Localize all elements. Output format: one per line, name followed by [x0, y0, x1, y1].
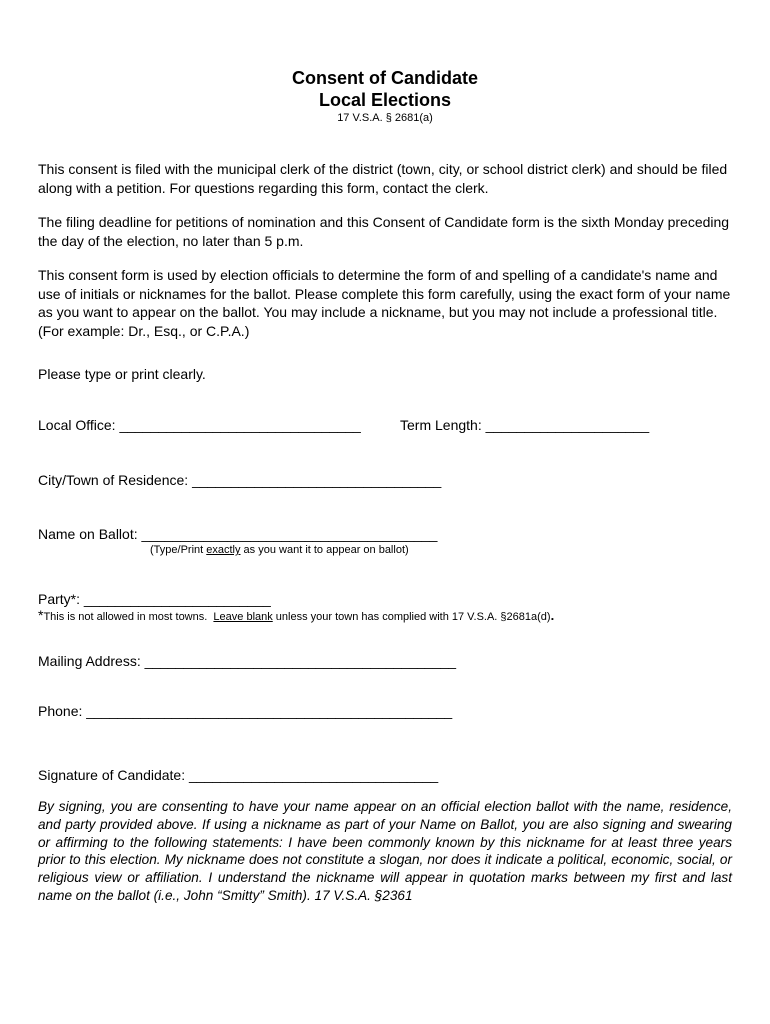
- mailing-address-label: Mailing Address:: [38, 653, 145, 669]
- signature-label: Signature of Candidate:: [38, 767, 189, 783]
- intro-paragraph-usage: This consent form is used by election officials to determine the form of and spelling of a candidate's name and use of initials or nicknames for the ballot. Please complete this form carefully, using the exact form of your name as you want to appear on the ballot. You may include a nickname, but you may not include a professional title. (For example: Dr., Esq., or C.P.A.): [38, 267, 731, 339]
- party-note-emphasis: Leave blank: [213, 611, 273, 623]
- party-note: [38, 608, 554, 625]
- phone-input-line[interactable]: _______________________________________________: [86, 703, 453, 719]
- consent-statement: By signing, you are consenting to have your name appear on an official election ballot with the name, residence, and party provided above. If using a nickname as part of your Name on Ballot, you are also signing and swearing or affirming to the following statements: I have been commonly known by this nickname for at least three years prior to this election. My nickname does not constitute a slogan, nor does it indicate a political, economic, social, or religious view or affiliation. I understand the nickname will appear in quotation marks between my first and last name on the ballot (i.e., John “Smitty” Smith). 17 V.S.A. §2361: [38, 799, 732, 903]
- party-field: [38, 590, 271, 608]
- city-town-input-line[interactable]: ________________________________: [192, 472, 442, 488]
- term-length-label: Term Length:: [400, 417, 486, 433]
- signature-input-line[interactable]: ________________________________: [189, 767, 439, 783]
- name-note-prefix: (Type/Print: [150, 544, 207, 556]
- name-on-ballot-note: [150, 543, 409, 557]
- term-length-input-line[interactable]: _____________________: [485, 417, 650, 433]
- city-town-label: City/Town of Residence:: [38, 472, 193, 488]
- name-on-ballot-label: Name on Ballot:: [38, 526, 142, 542]
- mailing-address-input-line[interactable]: ________________________________________: [144, 653, 457, 669]
- phone-label: Phone:: [38, 703, 87, 719]
- local-office-label: Local Office:: [38, 417, 120, 433]
- form-subtitle: Local Elections: [318, 90, 452, 110]
- name-on-ballot-input-line[interactable]: ______________________________________: [141, 526, 438, 542]
- phone-field: [38, 702, 452, 720]
- mailing-address-field: [38, 652, 456, 670]
- local-office-field: [38, 416, 361, 434]
- party-note-text: This is not allowed in most towns.: [43, 611, 214, 623]
- party-note-text-continued: unless your town has complied with 17 V.S.A. §2681a(d): [272, 611, 551, 623]
- intro-paragraph-deadline: The filing deadline for petitions of nomination and this Consent of Candidate form is the sixth Monday preceding the day of the election, no later than 5 p.m.: [38, 214, 730, 249]
- signature-field: [38, 766, 438, 784]
- local-office-input-line[interactable]: _______________________________: [119, 417, 361, 433]
- intro-paragraph-filing: This consent is filed with the municipal clerk of the district (town, city, or school district clerk) and should be filed along with a petition. For questions regarding this form, contact the clerk.: [38, 161, 728, 196]
- form-title: Consent of Candidate: [291, 68, 478, 88]
- statute-citation: 17 V.S.A. § 2681(a): [337, 112, 433, 124]
- party-note-period: .: [550, 608, 555, 623]
- name-on-ballot-field: [38, 525, 437, 543]
- party-label: Party*:: [38, 591, 84, 607]
- party-input-line[interactable]: ________________________: [83, 591, 271, 607]
- name-note-suffix: as you want it to appear on ballot): [240, 544, 409, 556]
- city-town-field: [38, 471, 441, 489]
- term-length-field: [400, 416, 649, 434]
- name-note-emphasis: exactly: [206, 544, 241, 556]
- intro-paragraph-instruction: Please type or print clearly.: [38, 366, 206, 382]
- party-note-asterisk: *: [38, 607, 44, 623]
